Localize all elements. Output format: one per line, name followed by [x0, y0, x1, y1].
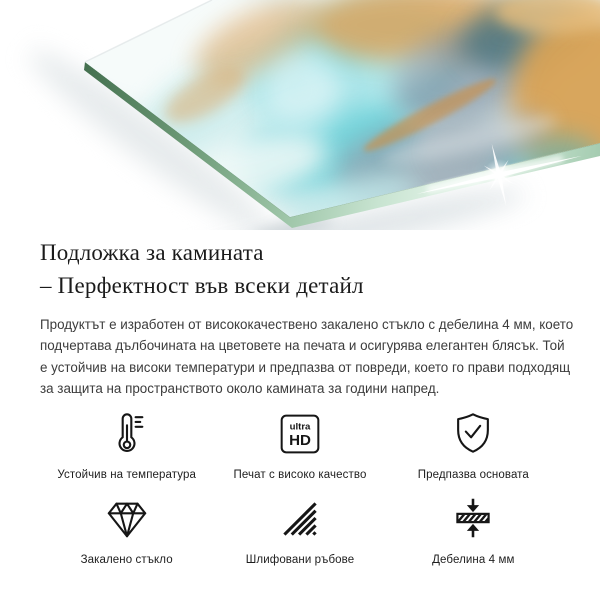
- feature-label: Шлифовани ръбове: [245, 554, 355, 566]
- feature-thickness: [387, 494, 560, 566]
- title-line-2: – Перфектност във всеки детайл: [40, 273, 364, 299]
- feature-tempered-glass: [40, 494, 213, 566]
- product-info-section: [0, 230, 600, 566]
- feature-label: Предпазва основата: [417, 469, 529, 481]
- feature-label: Устойчив на температура: [57, 469, 196, 481]
- page-title: [40, 236, 560, 303]
- shield-check-icon: [450, 409, 496, 456]
- feature-protects-base: [387, 409, 560, 481]
- ultra-hd-badge-top: ultra: [289, 421, 311, 433]
- feature-label: Дебелина 4 мм: [432, 554, 515, 566]
- product-photo: [0, 0, 600, 230]
- product-description: Продуктът е изработен от висококачествено закалено стъкло с дебелина 4 мм, което подчертава дълбочината на цветовете на печата и осигурява елегантен блясък. Той е устойчив на високи температури и предпазва от повреди, което го прави подходящ за защита на пространството около камината за години напред.: [40, 316, 574, 397]
- ultra-hd-icon: [278, 409, 322, 456]
- feature-label: Закалено стъкло: [80, 554, 173, 566]
- thickness-icon: [451, 494, 495, 541]
- feature-label: Печат с високо качество: [233, 469, 367, 481]
- feature-print-quality: [213, 409, 386, 481]
- ultra-hd-badge-bottom: HD: [289, 432, 311, 449]
- thermometer-icon: [104, 409, 150, 456]
- features-grid: [40, 409, 560, 566]
- polished-edges-icon: [278, 494, 322, 541]
- title-line-1: Подложка за камината: [40, 240, 264, 265]
- feature-polished-edges: [213, 494, 386, 566]
- feature-temperature: [40, 409, 213, 481]
- glass-panel-illustration: [0, 0, 600, 230]
- diamond-icon: [104, 494, 150, 541]
